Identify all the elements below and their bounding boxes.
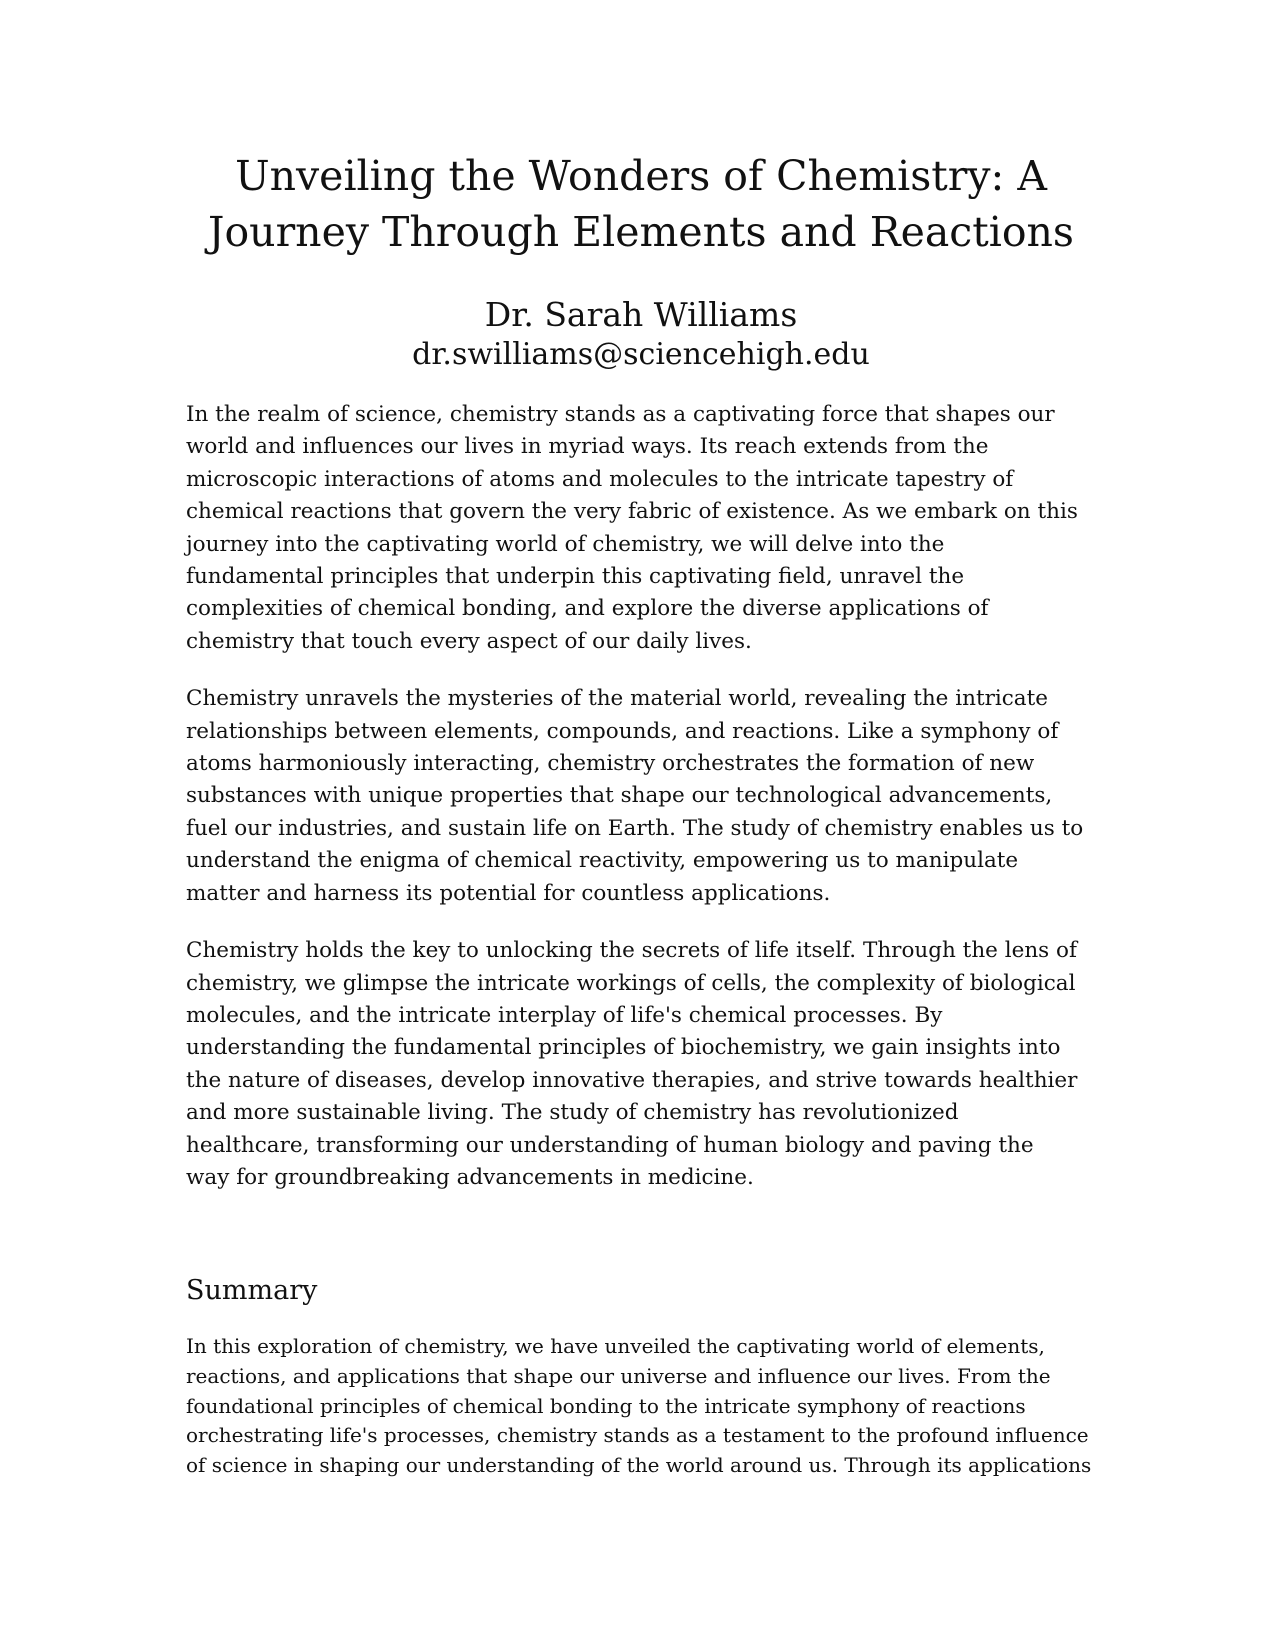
- text-line: fuel our industries, and sustain life on Earth. The study of chemistry enables us to: [186, 815, 1084, 841]
- text-line: In this exploration of chemistry, we have unveiled the captivating world of elements,: [186, 1334, 1045, 1359]
- text-line: substances with unique properties that shape our technological advancements,: [186, 783, 1053, 809]
- text-line: healthcare, transforming our understanding of human biology and paving the: [186, 1132, 1034, 1158]
- body-paragraph-2: [186, 683, 1096, 910]
- text-line: molecules, and the intricate interplay of life's chemical processes. By: [186, 1002, 943, 1028]
- body-paragraph-3: [186, 935, 1096, 1194]
- body-paragraph-1: [186, 399, 1096, 658]
- text-line: microscopic interactions of atoms and molecules to the intricate tapestry of: [186, 466, 1014, 492]
- document-title: [186, 148, 1096, 260]
- text-line: chemical reactions that govern the very fabric of existence. As we embark on this: [186, 499, 1078, 525]
- document-content: [186, 148, 1096, 1500]
- text-line: understand the enigma of chemical reactivity, empowering us to manipulate: [186, 848, 1019, 874]
- text-line: world and influences our lives in myriad ways. Its reach extends from the: [186, 434, 989, 460]
- text-line: relationships between elements, compounds, and reactions. Like a symphony of: [186, 718, 1059, 744]
- text-line: matter and harness its potential for countless applications.: [186, 880, 831, 906]
- text-line: way for groundbreaking advancements in medicine.: [186, 1164, 754, 1190]
- text-line: Chemistry unravels the mysteries of the material world, revealing the intricate: [186, 686, 1048, 712]
- text-line: journey into the captivating world of chemistry, we will delve into the: [186, 531, 945, 557]
- text-line: atoms harmoniously interacting, chemistry orchestrates the formation of new: [186, 751, 1035, 777]
- summary-heading: Summary: [186, 1275, 318, 1307]
- text-line: of science in shaping our understanding of the world around us. Through its applications: [186, 1452, 1092, 1477]
- text-line: understanding the fundamental principles of biochemistry, we gain insights into: [186, 1035, 1061, 1061]
- text-line: chemistry that touch every aspect of our daily lives.: [186, 628, 752, 654]
- title-line: Unveiling the Wonders of Chemistry: A: [235, 152, 1047, 200]
- author-email: dr.swilliams@sciencehigh.edu: [412, 337, 870, 372]
- text-line: orchestrating life's processes, chemistry stands as a testament to the profound influence: [186, 1423, 1089, 1448]
- text-line: foundational principles of chemical bonding to the intricate symphony of reactions: [186, 1393, 1026, 1418]
- text-line: and more sustainable living. The study of chemistry has revolutionized: [186, 1100, 959, 1126]
- text-line: complexities of chemical bonding, and explore the diverse applications of: [186, 596, 989, 622]
- text-line: Chemistry holds the key to unlocking the secrets of life itself. Through the lens of: [186, 938, 1077, 964]
- text-line: reactions, and applications that shape our universe and influence our lives. From the: [186, 1363, 1051, 1388]
- text-line: fundamental principles that underpin this captivating field, unravel the: [186, 564, 965, 590]
- summary-paragraph: [186, 1332, 1096, 1480]
- text-line: chemistry, we glimpse the intricate workings of cells, the complexity of biological: [186, 970, 1076, 996]
- author-name: Dr. Sarah Williams: [484, 295, 798, 334]
- text-line: In the realm of science, chemistry stands as a captivating force that shapes our: [186, 402, 1055, 427]
- text-line: the nature of diseases, develop innovative therapies, and strive towards healthier: [186, 1067, 1078, 1093]
- title-line: Journey Through Elements and Reactions: [208, 208, 1074, 256]
